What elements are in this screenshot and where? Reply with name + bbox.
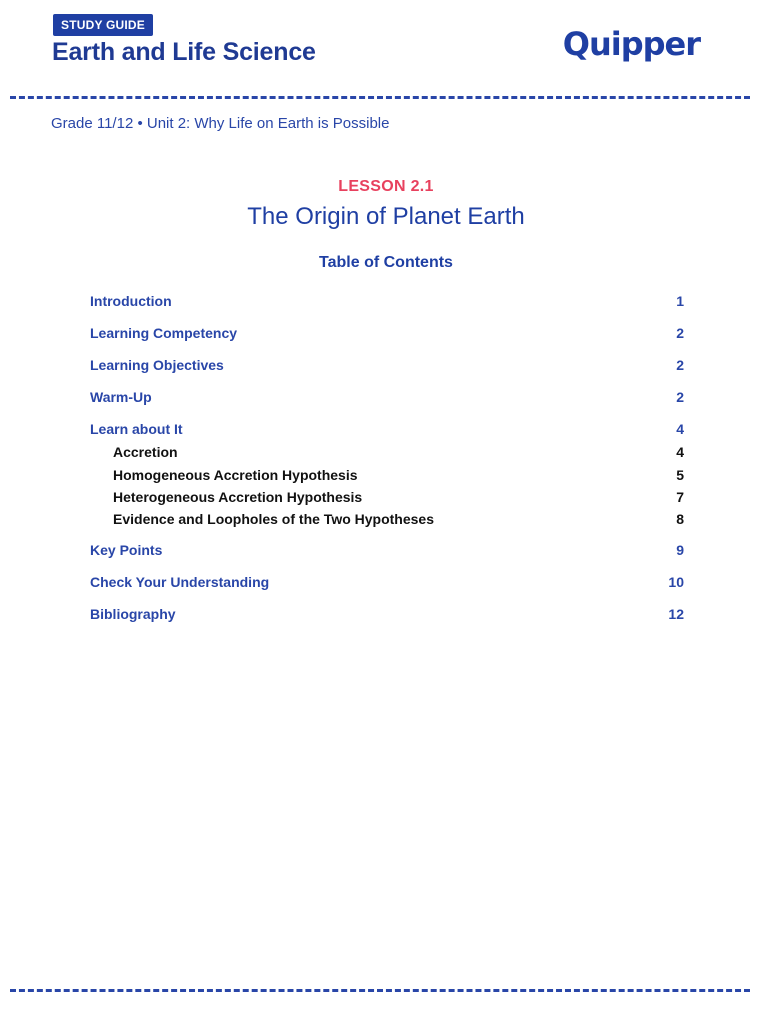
toc-item-page: 1 <box>676 293 684 309</box>
toc-item-page: 5 <box>676 467 684 483</box>
toc-item-label: Evidence and Loopholes of the Two Hypotheses <box>113 511 435 527</box>
toc-item-page: 7 <box>676 489 684 505</box>
study-guide-badge: STUDY GUIDE <box>53 14 153 36</box>
toc-item-label: Warm-Up <box>90 389 152 405</box>
toc-item-warm-up[interactable] <box>90 387 684 407</box>
lesson-title: The Origin of Planet Earth <box>247 203 525 230</box>
toc-item-label: Accretion <box>113 444 178 460</box>
quipper-logo: Quipper <box>562 25 700 63</box>
toc-item-key-points[interactable] <box>90 540 684 560</box>
toc-item-check-your-understanding[interactable] <box>90 572 684 592</box>
toc-item-label: Bibliography <box>90 606 176 622</box>
toc-item-learn-about-it[interactable] <box>90 419 684 439</box>
grade-unit-breadcrumb: Grade 11/12 • Unit 2: Why Life on Earth is Possible <box>51 115 390 132</box>
top-dotted-divider <box>10 96 750 99</box>
toc-item-label: Homogeneous Accretion Hypothesis <box>113 467 358 483</box>
toc-item-label: Key Points <box>90 542 163 558</box>
toc-item-page: 2 <box>676 389 684 405</box>
toc-item-learning-competency[interactable] <box>90 323 684 343</box>
toc-item-learning-objectives[interactable] <box>90 355 684 375</box>
toc-item-label: Introduction <box>90 293 172 309</box>
toc-item-introduction[interactable] <box>90 291 684 311</box>
toc-item-page: 10 <box>668 574 684 590</box>
toc-item-page: 2 <box>676 325 684 341</box>
toc-heading: Table of Contents <box>319 254 453 271</box>
toc-item-label: Check Your Understanding <box>90 574 270 590</box>
lesson-number: LESSON 2.1 <box>338 178 434 195</box>
toc-item-bibliography[interactable] <box>90 604 684 624</box>
toc-item-label: Learning Objectives <box>90 357 224 373</box>
toc-item-page: 4 <box>676 421 684 437</box>
toc-item-page: 2 <box>676 357 684 373</box>
toc-item-label: Learn about It <box>90 421 183 437</box>
toc-item-page: 12 <box>668 606 684 622</box>
toc-item-page: 4 <box>676 444 684 460</box>
toc-item-label: Heterogeneous Accretion Hypothesis <box>113 489 363 505</box>
toc-item-label: Learning Competency <box>90 325 238 341</box>
toc-item-page: 8 <box>676 511 684 527</box>
toc-subitem-evidence-loopholes[interactable] <box>90 509 684 529</box>
toc-subitem-homogeneous-accretion[interactable] <box>90 465 684 485</box>
toc-item-page: 9 <box>676 542 684 558</box>
toc-subitem-heterogeneous-accretion[interactable] <box>90 487 684 507</box>
subject-title: Earth and Life Science <box>52 38 316 66</box>
bottom-dotted-divider <box>10 989 750 992</box>
toc-subitem-accretion[interactable] <box>90 442 684 462</box>
